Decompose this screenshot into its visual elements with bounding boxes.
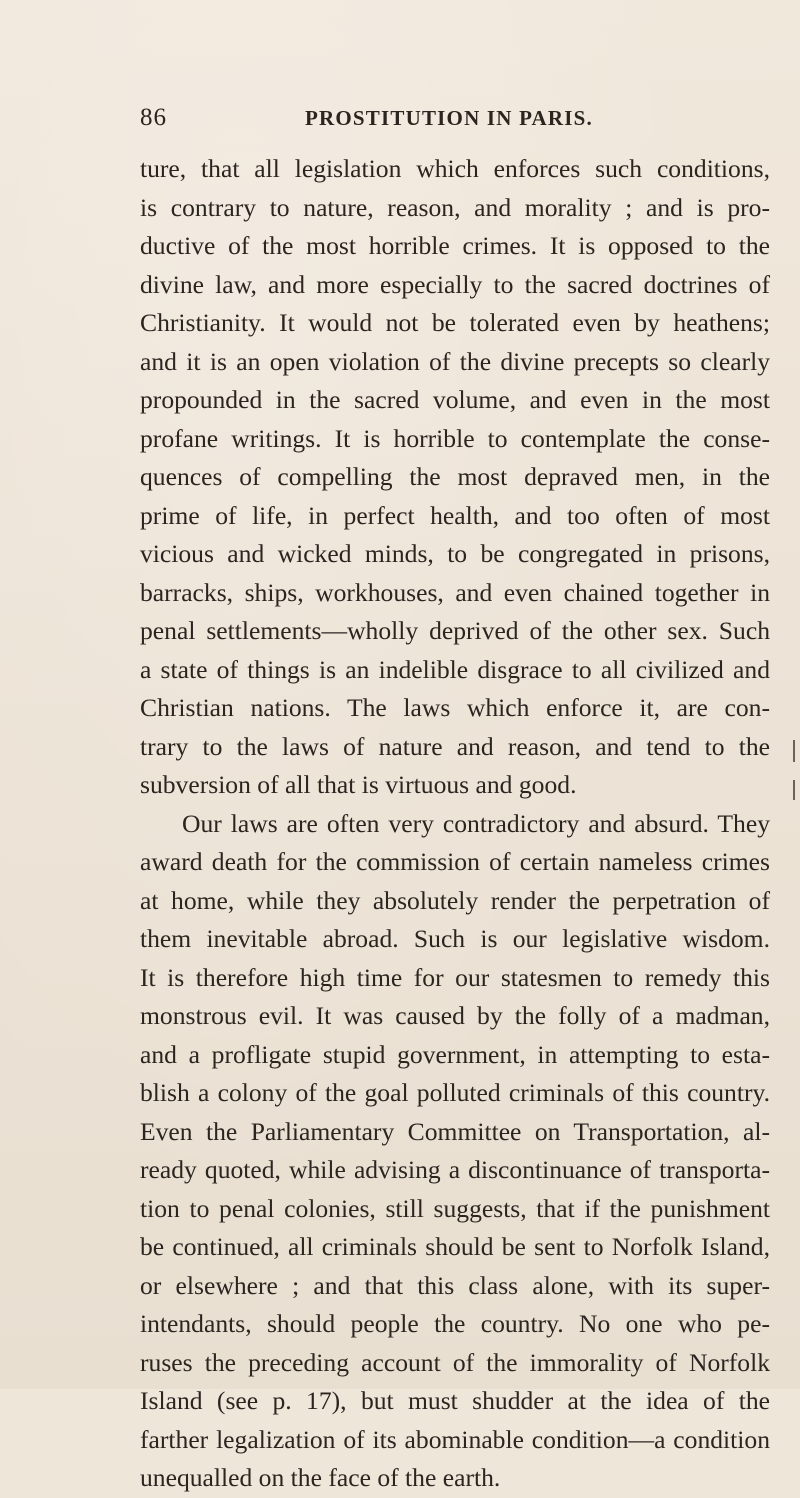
text-line: ruses the preceding account of the immorality of Norfolk [140,1347,770,1377]
text-line: and it is an open violation of the divine precepts so clearly [140,346,770,376]
text-line: Even the Parliamentary Committee on Transportation, al- [140,1116,770,1146]
page-header [140,104,770,140]
text-line: blish a colony of the goal polluted criminals of this country. [140,1078,770,1107]
text-line: It is therefore high time for our statesmen to remedy this [140,962,770,992]
text-line: unequalled on the face of the earth. [140,1463,501,1492]
body-text [140,150,770,1498]
text-line: trary to the laws of nature and reason, and tend to the [140,731,770,761]
text-line: or elsewhere ; and that this class alone, with its super- [140,1270,770,1300]
text-line: ture, that all legislation which enforces such conditions, [140,154,770,183]
text-line: and a profligate stupid government, in attempting to esta- [140,1039,770,1069]
paragraph-start-line: Our laws are often very contradictory and absurd. They [182,808,770,838]
text-line: subversion of all that is virtuous and good. [140,770,577,799]
text-line: tion to penal colonies, still suggests, that if the punishment [140,1193,770,1223]
text-line: barracks, ships, workhouses, and even chained together in [140,577,770,607]
text-line: monstrous evil. It was caused by the folly of a madman, [140,1001,770,1030]
text-line: intendants, should people the country. No one who pe- [140,1309,770,1338]
text-line: Christianity. It would not be tolerated even by heathens; [140,308,770,337]
text-line: Island (see p. 17), but must shudder at the idea of the [140,1386,770,1415]
text-line: a state of things is an indelible disgrace to all civilized and [140,654,770,684]
page-number: 86 [140,104,167,131]
text-line: at home, while they absolutely render the perpetration of [140,885,770,915]
text-line: prime of life, in perfect health, and too often of most [140,500,770,530]
page-edge-mark [793,780,795,800]
running-title: PROSTITUTION IN PARIS. [305,106,593,130]
text-line: ductive of the most horrible crimes. It is opposed to the [140,231,770,260]
text-line: vicious and wicked minds, to be congregated in prisons, [140,539,770,568]
text-line: profane writings. It is horrible to contemplate the conse- [140,423,770,453]
text-line: is contrary to nature, reason, and morality ; and is pro- [140,192,770,222]
text-line: ready quoted, while advising a discontinuance of transporta- [140,1155,770,1184]
text-line: quences of compelling the most depraved men, in the [140,462,770,491]
text-line: award death for the commission of certain nameless crimes [140,847,770,876]
page-edge-mark [793,740,795,762]
text-line: Christian nations. The laws which enforce it, are con- [140,693,770,722]
text-line: farther legalization of its abominable condition—a condition [140,1424,770,1454]
text-line: them inevitable abroad. Such is our legislative wisdom. [140,924,770,953]
text-line: propounded in the sacred volume, and even in the most [140,385,770,414]
text-line: divine law, and more especially to the sacred doctrines of [140,269,770,299]
text-line: penal settlements—wholly deprived of the other sex. Such [140,616,770,645]
text-line: be continued, all criminals should be sent to Norfolk Island, [140,1232,770,1261]
